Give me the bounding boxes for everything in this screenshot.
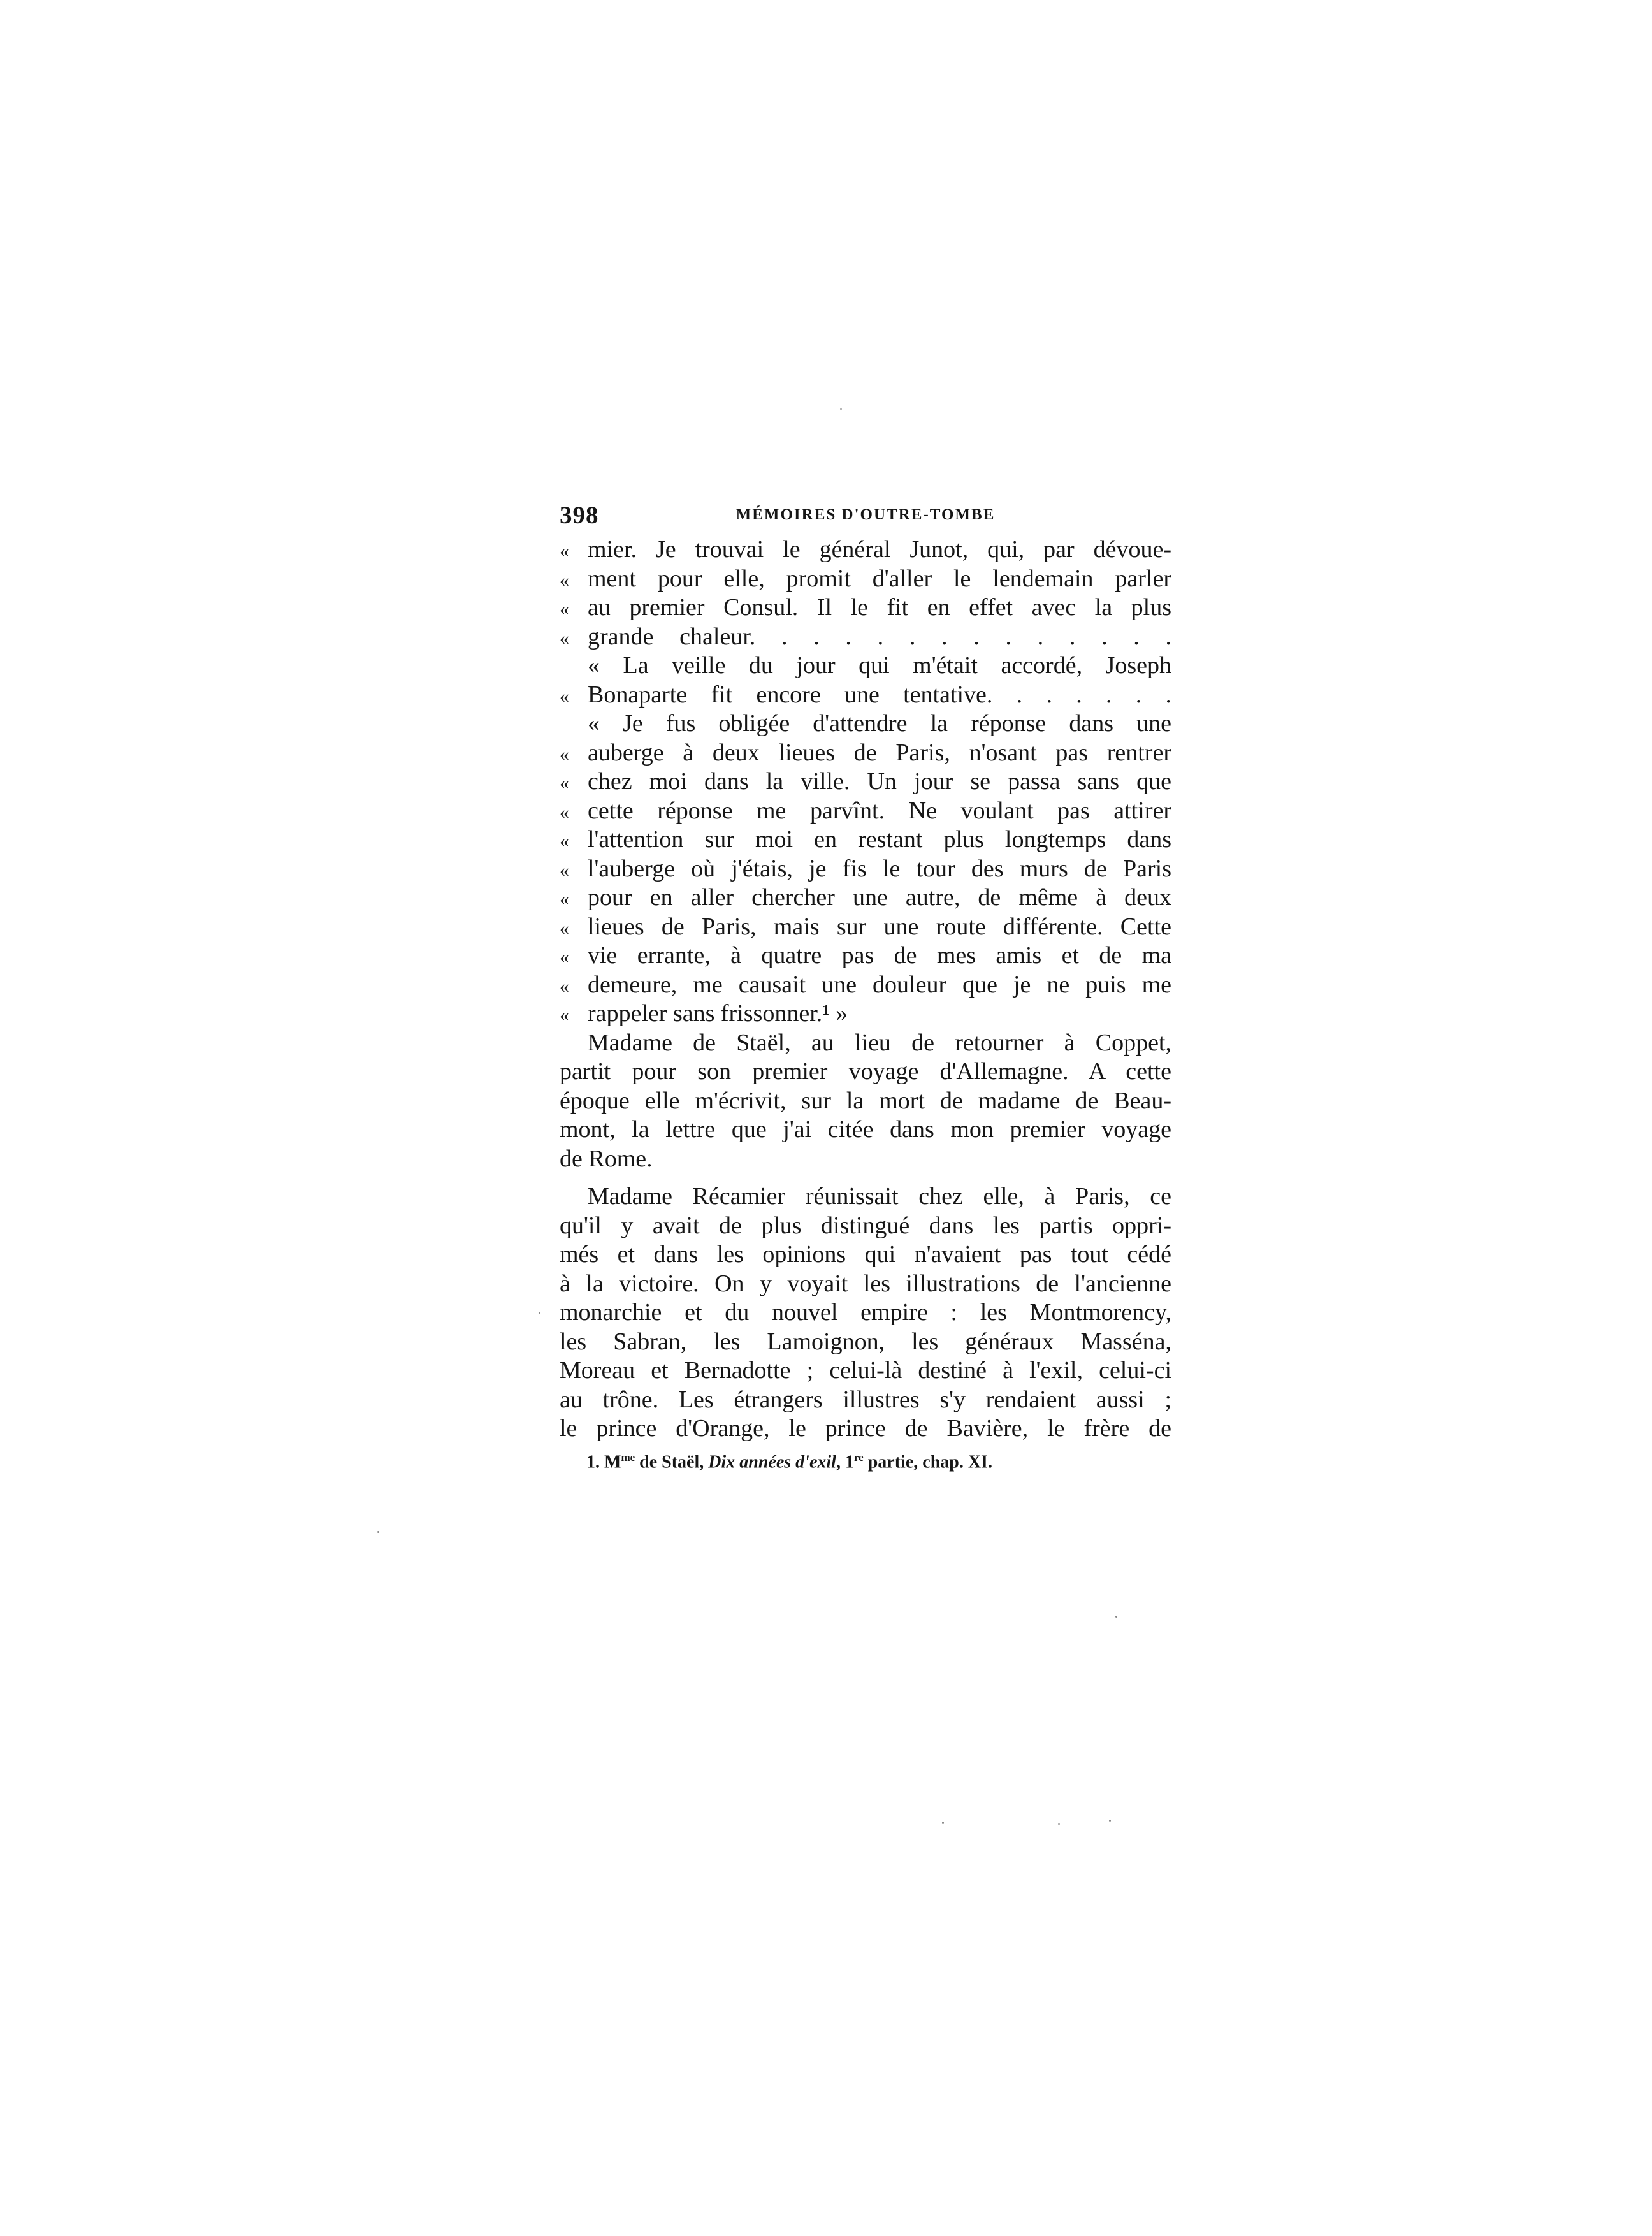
text-line: Madame Récamier réunissait chez elle, à Paris, ce	[588, 1183, 1171, 1210]
quote-mark: «	[560, 801, 569, 823]
text-line: « grande chaleur. . . . . . . . . . . . . .	[560, 623, 1171, 652]
quote-mark: «	[560, 947, 569, 968]
text-line: « Bonaparte fit encore une tentative. . . . . . .	[560, 681, 1171, 710]
scan-speck	[1058, 1823, 1060, 1825]
text-line: de Rome.	[560, 1145, 653, 1172]
scan-speck	[840, 408, 842, 410]
quote-mark: «	[560, 541, 569, 562]
text-line: « chez moi dans la ville. Un jour se passa sans que	[560, 767, 1171, 797]
text-line: « l'auberge où j'étais, je fis le tour des murs de Paris	[560, 855, 1171, 884]
quote-mark: «	[560, 627, 569, 649]
text-line: « mier. Je trouvai le général Junot, qui, par dévoue-	[560, 535, 1171, 565]
text-line: « Je fus obligée d'attendre la réponse dans une	[588, 710, 1171, 737]
quote-mark: «	[560, 743, 569, 765]
quote-mark: «	[560, 773, 569, 794]
page-number: 398	[560, 502, 599, 529]
text-line: « lieues de Paris, mais sur une route différente. Cette	[560, 913, 1171, 942]
text-line: « cette réponse me parvînt. Ne voulant pas attirer	[560, 797, 1171, 826]
text-line: à la victoire. On y voyait les illustrations de l'ancienne	[560, 1270, 1171, 1297]
text-line: partit pour son premier voyage d'Allemagne. A cette	[560, 1058, 1171, 1085]
text-line: « auberge à deux lieues de Paris, n'osant pas rentrer	[560, 739, 1171, 768]
scan-speck	[942, 1822, 944, 1824]
scan-speck	[377, 1531, 379, 1533]
text-line: « demeure, me causait une douleur que je ne puis me	[560, 971, 1171, 1000]
scan-speck	[1115, 1616, 1117, 1618]
quoted-passage	[560, 535, 1171, 1029]
text-line: les Sabran, les Lamoignon, les généraux Masséna,	[560, 1328, 1171, 1355]
quote-mark: «	[560, 569, 569, 591]
scan-speck	[539, 1312, 540, 1314]
footnote-work-title: Dix années d'exil	[708, 1451, 836, 1472]
paragraph-recamier	[560, 1182, 1171, 1444]
quote-mark: «	[560, 685, 569, 707]
text-line: époque elle m'écrivit, sur la mort de madame de Beau-	[560, 1087, 1171, 1114]
text-line: Madame de Staël, au lieu de retourner à Coppet,	[588, 1029, 1171, 1056]
text-line: « pour en aller chercher une autre, de même à deux	[560, 883, 1171, 913]
quote-mark: «	[560, 859, 569, 881]
text-line: « rappeler sans frissonner.¹ »	[560, 999, 1171, 1029]
quote-mark: «	[560, 975, 569, 997]
text-line: au trône. Les étrangers illustres s'y rendaient aussi ;	[560, 1386, 1171, 1413]
text-line: mont, la lettre que j'ai citée dans mon premier voyage	[560, 1116, 1171, 1143]
footnote: 1. $M^{me}$ de Staël, Dix années d'exil, 1re partie, chap. XI.	[586, 1451, 992, 1472]
text-line: « au premier Consul. Il le fit en effet avec la plus	[560, 593, 1171, 623]
text-line: le prince d'Orange, le prince de Bavière, le frère de	[560, 1415, 1171, 1442]
book-page	[560, 497, 1171, 1474]
paragraph-stael	[560, 1029, 1171, 1174]
quote-mark: «	[560, 599, 569, 620]
quote-mark: «	[560, 831, 569, 852]
quote-mark: «	[560, 1005, 569, 1026]
text-line: « vie errante, à quatre pas de mes amis et de ma	[560, 941, 1171, 971]
running-head	[560, 497, 1171, 535]
quote-mark: «	[560, 889, 569, 910]
text-line: monarchie et du nouvel empire : les Montmorency,	[560, 1299, 1171, 1326]
footnote-number: 1.	[586, 1451, 600, 1472]
running-title: MÉMOIRES D'OUTRE-TOMBE	[735, 506, 996, 523]
text-line: « ment pour elle, promit d'aller le lendemain parler	[560, 565, 1171, 594]
quote-mark: «	[560, 917, 569, 939]
scan-speck	[1109, 1820, 1111, 1822]
text-line: més et dans les opinions qui n'avaient pas tout cédé	[560, 1241, 1171, 1268]
text-line: Moreau et Bernadotte ; celui-là destiné à l'exil, celui-ci	[560, 1357, 1171, 1384]
text-line: « l'attention sur moi en restant plus longtemps dans	[560, 825, 1171, 855]
text-line: « La veille du jour qui m'était accordé, Joseph	[588, 652, 1171, 679]
text-line: qu'il y avait de plus distingué dans les partis oppri-	[560, 1212, 1171, 1239]
